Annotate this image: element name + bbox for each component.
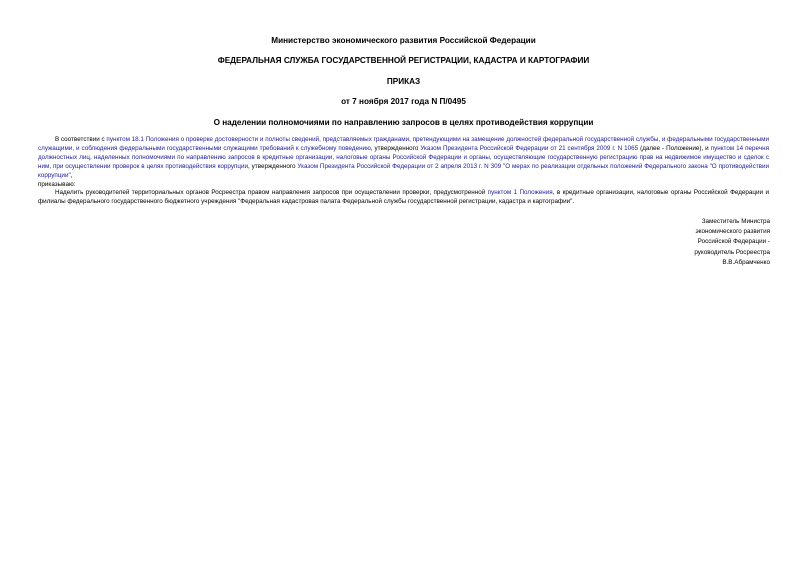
signature-line-2: экономического развития [695,228,770,236]
signature-line-1: Заместитель Министра [701,218,770,225]
paragraph-1-text-3: (далее - Положение), и [638,144,711,152]
link-punkt-1-polozheniya[interactable]: пунктом 1 Положения [487,189,553,197]
signature-block [650,217,770,268]
document-title: О наделении полномочиями по направлению запросов в целях противодействия коррупции [213,118,594,127]
link-ukaz-309[interactable]: Указом Президента Российской Федерации от 2 апреля 2013 г. N 309 "О мерах по реализации отдельных положений Федерального закона "О противодействии коррупции" [38,162,769,179]
document-type-heading: ПРИКАЗ [386,77,421,86]
signature-line-4: руководитель Росреестра [694,248,770,256]
link-punkt-14-perechnya[interactable]: пунктом 14 перечня должностных лиц, наделенных полномочиями по направлению запросов в кредитные организации, налоговые органы Российской Федерации и органы, осуществляющие государственную регистрацию прав на недвижимое имущество и сделок с ним, при осуществлении проверок в целях противодействия коррупции [38,144,769,170]
link-punkt-18-1-polozheniya[interactable]: пунктом 18.1 Положения о проверке достоверности и полноты сведений, представляемых гражданами, претендующими на замещение должностей федеральной государственной службы, и федеральными государственными служащими, и соблюдения федеральными государственными служащими требований к служебному поведению [38,136,770,152]
paragraph-1-text-5: , [70,171,73,179]
paragraph-2-text-1: Наделить руководителей территориальных органов Росреестра правом направления запросов при осуществлении проверки, предусмотренной [55,189,488,197]
document-page [38,0,769,207]
paragraph-1-text-1: В соответствии с [55,136,107,143]
ministry-heading: Министерство экономического развития Российской Федерации [271,36,536,45]
date-number-heading: от 7 ноября 2017 года N П/0495 [341,97,466,106]
link-ukaz-1065[interactable]: Указом Президента Российской Федерации от 21 сентября 2009 г. N 1065 [420,144,639,152]
paragraph-2 [38,189,769,207]
paragraph-1 [38,136,769,181]
paragraph-2-text-2: , в кредитные организации, налоговые органы Российской Федерации и филиалы федерального государственного бюджетного учреждения "Федеральная кадастровая палата Федеральной службы государственной регистрации, кадастра и картографии". [38,189,769,206]
order-word: приказываю: [38,180,76,188]
paragraph-1-text-4: , утвержденного [248,162,298,170]
service-heading: ФЕДЕРАЛЬНАЯ СЛУЖБА ГОСУДАРСТВЕННОЙ РЕГИСТРАЦИИ, КАДАСТРА И КАРТОГРАФИИ [217,56,590,65]
signature-name: В.В.Абрамченко [722,258,770,266]
paragraph-1-text-2: , утвержденного [370,144,421,152]
signature-line-3: Российской Федерации - [697,238,770,246]
